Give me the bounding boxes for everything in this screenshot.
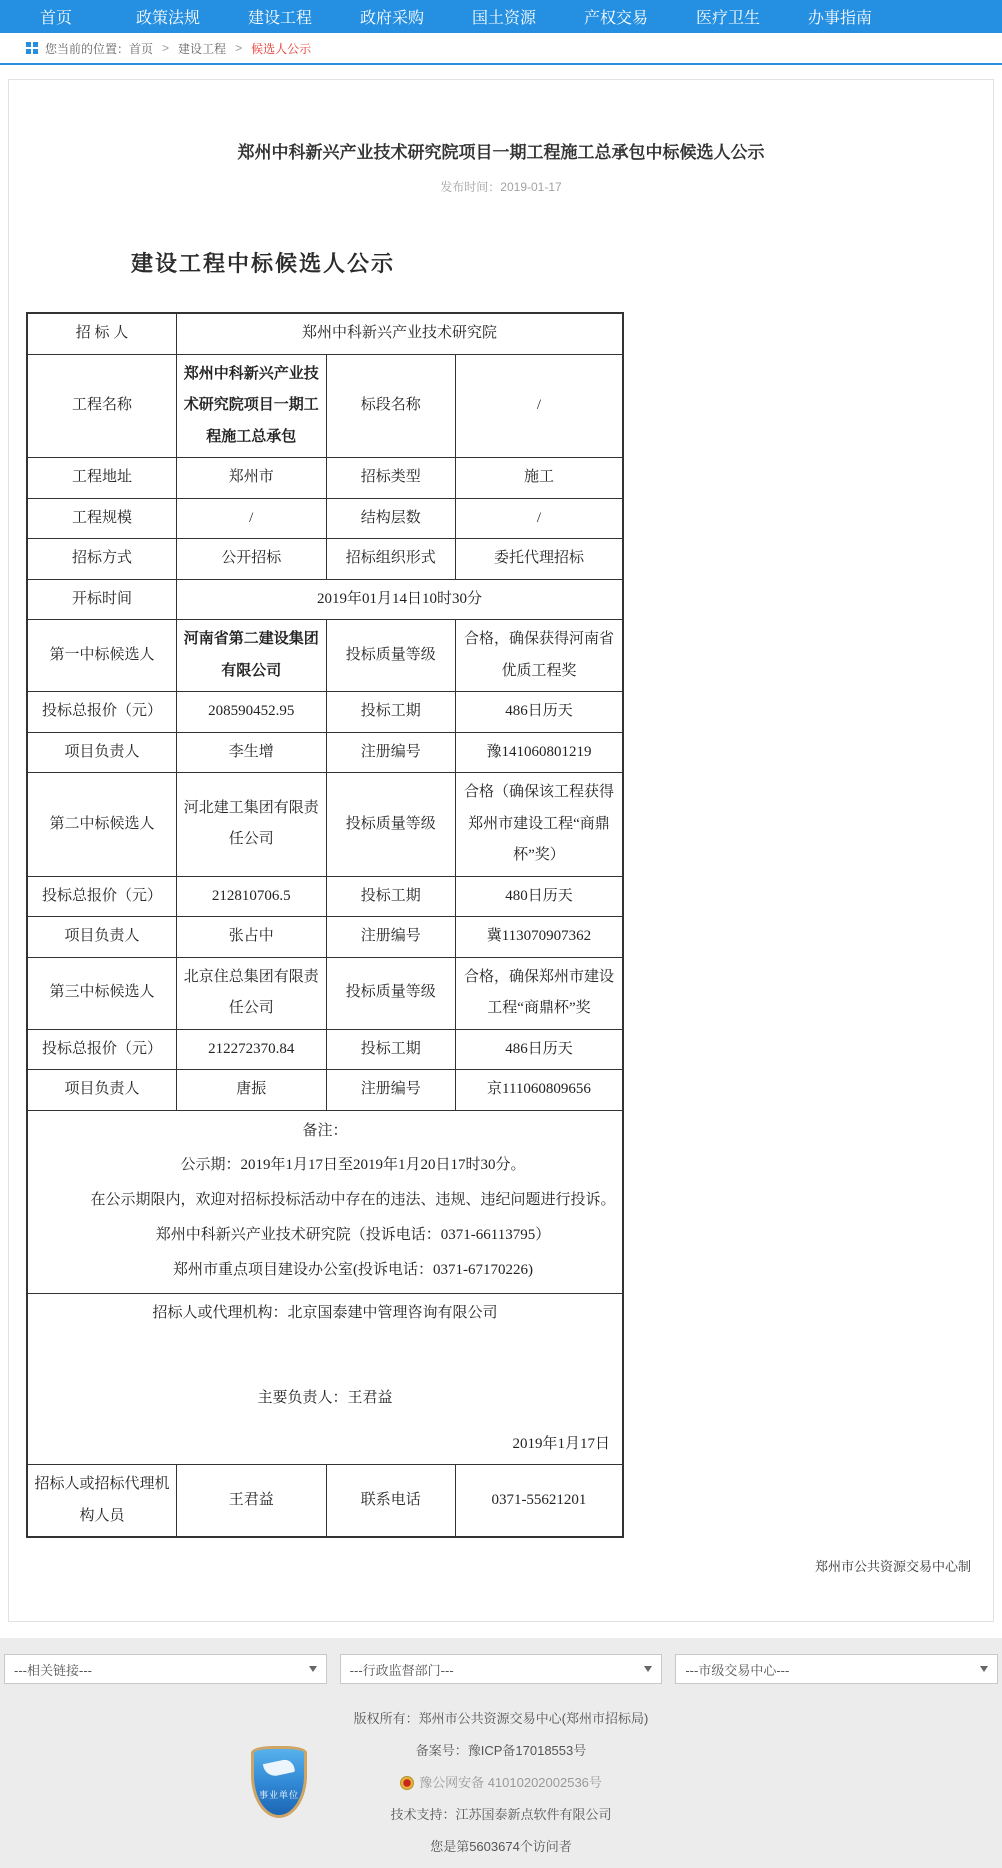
cell-value: 0371-55621201 <box>455 1465 623 1538</box>
cell-value: 河北建工集团有限责任公司 <box>176 773 326 877</box>
related-links-select[interactable] <box>4 1654 327 1684</box>
cell-value: 京111060809656 <box>455 1070 623 1111</box>
table-row <box>27 313 623 354</box>
content-panel <box>8 79 994 1622</box>
cell-value: 合格（确保该工程获得郑州市建设工程“商鼎杯”奖） <box>455 773 623 877</box>
cell-label: 注册编号 <box>326 917 455 958</box>
cell-label: 项目负责人 <box>27 732 176 773</box>
table-row-candidate-1 <box>27 620 623 692</box>
remark-title: 备注： <box>302 1122 348 1139</box>
table-row <box>27 876 623 917</box>
cell-value: 合格，确保郑州市建设工程“商鼎杯”奖 <box>455 957 623 1029</box>
cell-value: / <box>455 354 623 458</box>
breadcrumb-separator: > <box>162 41 170 55</box>
visitor-counter: 您是第5603674个访问者 <box>430 1839 572 1854</box>
bid-result-table <box>26 312 624 1538</box>
cell-label: 工程地址 <box>27 458 176 499</box>
document-subtitle: 建设工程中标候选人公示 <box>131 251 396 276</box>
nav-item-home[interactable]: 首页 <box>39 10 72 27</box>
table-row <box>27 1029 623 1070</box>
cell-value: 施工 <box>455 458 623 499</box>
chevron-down-icon <box>980 1666 988 1672</box>
agency-cell <box>27 1293 623 1465</box>
footer-dropdowns <box>4 1654 998 1684</box>
cell-value: 豫141060801219 <box>455 732 623 773</box>
cell-label: 投标质量等级 <box>326 773 455 877</box>
cell-value: 208590452.95 <box>176 692 326 733</box>
police-emblem-icon <box>400 1776 414 1790</box>
nav-item-land[interactable]: 国土资源 <box>471 10 536 27</box>
select-value: ---行政监督部门--- <box>349 1662 454 1678</box>
table-row-contact <box>27 1465 623 1538</box>
remark-line: 公示期：2019年1月17日至2019年1月20日17时30分。 <box>180 1156 526 1173</box>
cell-label: 投标总报价（元） <box>27 876 176 917</box>
made-by-note: 郑州市公共资源交易中心制 <box>814 1559 971 1574</box>
cell-label: 招标类型 <box>326 458 455 499</box>
publish-time: 发布时间：2019-01-17 <box>440 180 562 194</box>
cell-label: 工程规模 <box>27 498 176 539</box>
table-row-remark <box>27 1110 623 1293</box>
table-row <box>27 917 623 958</box>
cell-label: 注册编号 <box>326 732 455 773</box>
copyright-block <box>4 1708 998 1855</box>
police-filing-text: 豫公网安备 41010202002536号 <box>419 1775 602 1790</box>
cell-label: 投标工期 <box>326 692 455 733</box>
city-trade-center-select[interactable] <box>675 1654 998 1684</box>
page-footer <box>0 1638 1002 1868</box>
nav-item-procurement[interactable]: 政府采购 <box>359 10 424 27</box>
chevron-down-icon <box>309 1666 317 1672</box>
cell-value: 冀113070907362 <box>455 917 623 958</box>
top-nav <box>0 0 1002 33</box>
nav-item-construction[interactable]: 建设工程 <box>247 10 312 27</box>
cell-label: 第一中标候选人 <box>27 620 176 692</box>
agency-date: 2019年1月17日 <box>512 1435 610 1452</box>
cell-label: 项目负责人 <box>27 1070 176 1111</box>
agency-principal: 主要负责人：王君益 <box>257 1390 393 1406</box>
cell-label: 招标方式 <box>27 539 176 580</box>
cell-label: 联系电话 <box>326 1465 455 1538</box>
cell-value: 委托代理招标 <box>455 539 623 580</box>
icp-number[interactable]: 备案号：豫ICP备17018553号 <box>415 1743 587 1758</box>
table-row <box>27 692 623 733</box>
cell-label: 开标时间 <box>27 579 176 620</box>
table-row <box>27 732 623 773</box>
grid-icon <box>26 42 38 54</box>
supervision-dept-select[interactable] <box>340 1654 663 1684</box>
cell-value: 李生增 <box>176 732 326 773</box>
remark-cell <box>27 1110 623 1293</box>
cell-value: 郑州市 <box>176 458 326 499</box>
remark-line: 在公示期限内，欢迎对招标投标活动中存在的违法、违规、违纪问题进行投诉。 <box>90 1191 616 1208</box>
breadcrumb-prefix: 您当前的位置： <box>45 41 130 56</box>
table-row <box>27 498 623 539</box>
cell-label: 第三中标候选人 <box>27 957 176 1029</box>
select-value: ---市级交易中心--- <box>685 1662 790 1678</box>
cell-label: 招 标 人 <box>27 313 176 354</box>
cell-label: 投标总报价（元） <box>27 692 176 733</box>
cell-label: 工程名称 <box>27 354 176 458</box>
table-row <box>27 458 623 499</box>
nav-item-medical[interactable]: 医疗卫生 <box>695 10 760 27</box>
remark-line: 郑州中科新兴产业技术研究院（投诉电话：0371-66113795） <box>155 1227 551 1243</box>
police-filing[interactable] <box>4 1772 998 1791</box>
cell-value: 2019年01月14日10时30分 <box>176 579 623 620</box>
table-row-agency <box>27 1293 623 1465</box>
cell-label: 项目负责人 <box>27 917 176 958</box>
cell-value: 合格，确保获得河南省优质工程奖 <box>455 620 623 692</box>
cell-value: 河南省第二建设集团有限公司 <box>176 620 326 692</box>
cell-value: 212810706.5 <box>176 876 326 917</box>
nav-item-property[interactable]: 产权交易 <box>583 10 648 27</box>
table-row-candidate-2 <box>27 773 623 877</box>
cell-label: 投标质量等级 <box>326 957 455 1029</box>
cell-value: 王君益 <box>176 1465 326 1538</box>
cell-label: 标段名称 <box>326 354 455 458</box>
institution-badge-label: 事业单位 <box>258 1790 299 1800</box>
remark-line: 郑州市重点项目建设办公室(投诉电话：0371-67170226) <box>173 1262 533 1279</box>
cell-label: 投标工期 <box>326 876 455 917</box>
cell-label: 结构层数 <box>326 498 455 539</box>
cell-value: / <box>176 498 326 539</box>
table-row <box>27 354 623 458</box>
table-row <box>27 1070 623 1111</box>
cell-label: 投标质量等级 <box>326 620 455 692</box>
cell-label: 招标人或招标代理机构人员 <box>27 1465 176 1538</box>
cell-value: 北京住总集团有限责任公司 <box>176 957 326 1029</box>
cell-label: 招标组织形式 <box>326 539 455 580</box>
tech-support: 技术支持：江苏国泰新点软件有限公司 <box>390 1807 612 1822</box>
page-title: 郑州中科新兴产业技术研究院项目一期工程施工总承包中标候选人公示 <box>237 143 765 162</box>
breadcrumb-separator: > <box>235 41 243 55</box>
cell-value: 郑州中科新兴产业技术研究院项目一期工程施工总承包 <box>176 354 326 458</box>
cell-label: 投标工期 <box>326 1029 455 1070</box>
table-row <box>27 579 623 620</box>
cell-value: / <box>455 498 623 539</box>
table-row <box>27 539 623 580</box>
select-value: ---相关链接--- <box>14 1662 92 1678</box>
breadcrumb-item-construction[interactable]: 建设工程 <box>178 41 227 56</box>
copyright-text: 版权所有：郑州市公共资源交易中心(郑州市招标局) <box>353 1711 649 1726</box>
cell-value: 公开招标 <box>176 539 326 580</box>
chevron-down-icon <box>644 1666 652 1672</box>
cell-value: 212272370.84 <box>176 1029 326 1070</box>
cell-value: 486日历天 <box>455 692 623 733</box>
cell-value: 唐振 <box>176 1070 326 1111</box>
breadcrumb <box>0 33 1002 65</box>
nav-item-policy[interactable]: 政策法规 <box>135 10 200 27</box>
nav-item-guide[interactable]: 办事指南 <box>807 10 872 27</box>
cell-value: 480日历天 <box>455 876 623 917</box>
breadcrumb-item-current: 候选人公示 <box>251 41 312 56</box>
breadcrumb-item-home[interactable]: 首页 <box>129 41 154 56</box>
cell-value: 486日历天 <box>455 1029 623 1070</box>
table-row-candidate-3 <box>27 957 623 1029</box>
agency-name: 招标人或代理机构：北京国泰建中管理咨询有限公司 <box>152 1304 498 1321</box>
cell-value: 张占中 <box>176 917 326 958</box>
cell-label: 投标总报价（元） <box>27 1029 176 1070</box>
cell-label: 第二中标候选人 <box>27 773 176 877</box>
cell-value: 郑州中科新兴产业技术研究院 <box>176 313 623 354</box>
cell-label: 注册编号 <box>326 1070 455 1111</box>
